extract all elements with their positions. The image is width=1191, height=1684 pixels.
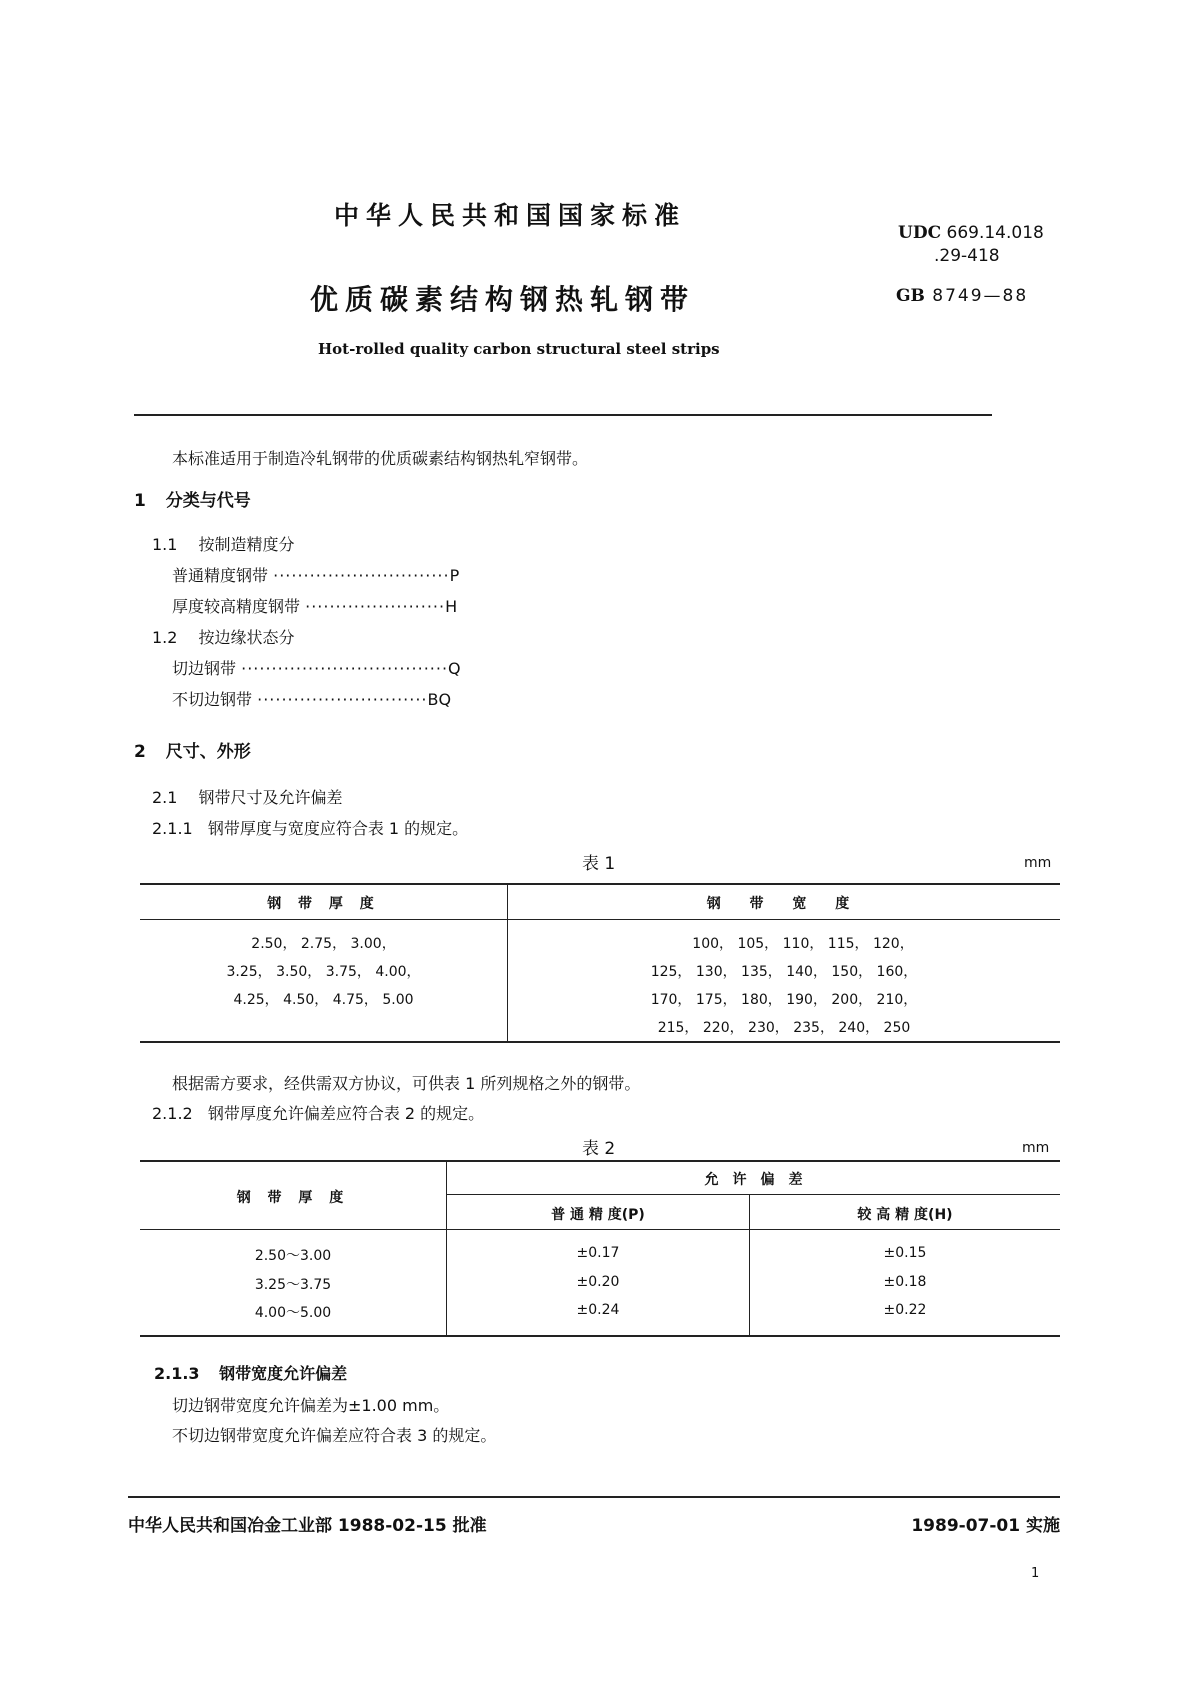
section-number: 2 [134,742,146,762]
intro-paragraph: 本标准适用于制造冷轧钢带的优质碳素结构钢热轧窄钢带。 [172,449,589,468]
subsection-title: 按制造精度分 [198,535,295,554]
section-number: 1 [134,491,146,511]
table2-subheader-rule [447,1194,1060,1195]
table1-top-rule [140,883,1060,885]
table2-thickness: 2.50～3.00 [254,1248,332,1264]
table2-row [140,1245,1060,1265]
table2-h: ±0.18 [883,1274,927,1290]
code-label: 普通精度钢带 [172,566,269,585]
table1-width-row: 215， 220， 230， 235， 240， 250 [657,1020,911,1036]
udc-label: UDC [898,223,942,243]
gb-number: 8749—88 [932,286,1029,306]
english-title: Hot-rolled quality carbon structural steel strips [318,340,720,358]
code-row-p [172,563,459,586]
subsection-number: 1.2 [152,628,178,647]
code-value: BQ [427,690,452,709]
code-label: 切边钢带 [172,659,237,678]
table2-unit: mm [1022,1140,1050,1156]
subsection-number: 2.1.1 [152,819,193,838]
table2-h: ±0.15 [883,1245,927,1261]
subsection-title: 按边缘状态分 [198,628,295,647]
subsection-2-1 [152,785,343,808]
standard-title: 中华人民共和国国家标准 [334,201,687,230]
footer-divider [128,1496,1060,1498]
subsection-text: 钢带厚度允许偏差应符合表 2 的规定。 [207,1104,485,1123]
table2-header-h: 较 高 精 度(H) [857,1207,953,1223]
subsection-title: 钢带宽度允许偏差 [219,1364,348,1383]
table2-h: ±0.22 [883,1302,927,1318]
table2-header-rule [140,1229,1060,1230]
table2-bottom-rule [140,1335,1060,1337]
subsection-2-1-3 [154,1361,347,1384]
table1-header-width: 钢 带 宽 度 [706,896,862,912]
table2-caption: 表 2 [582,1139,616,1159]
code-row-q [172,656,461,679]
section-title: 分类与代号 [165,491,251,511]
s213-line2: 不切边钢带宽度允许偏差应符合表 3 的规定。 [172,1426,497,1445]
table1-caption: 表 1 [582,854,616,874]
subsection-1-1 [152,532,295,555]
table2-top-rule [140,1160,1060,1162]
table1-thickness-row: 2.50， 2.75， 3.00， [251,936,396,952]
table1-width-cell [508,930,1060,1042]
table2-header-p: 普 通 精 度(P) [551,1207,645,1223]
table1-width-row: 100， 105， 110， 115， 120， [692,936,914,952]
table2-row [140,1274,1060,1294]
table2-thickness: 3.25～3.75 [254,1277,332,1293]
table2-header-thickness: 钢 带 厚 度 [236,1190,350,1206]
leader-dots: ····························· [273,566,450,585]
section-1-heading [134,486,251,511]
subsection-text: 钢带厚度与宽度应符合表 1 的规定。 [207,819,469,838]
udc-code [898,223,1044,243]
code-value: H [445,597,458,616]
subsection-number: 2.1.3 [154,1364,200,1383]
subsection-2-1-2 [152,1101,484,1124]
code-row-bq [172,687,451,710]
gb-code [896,286,1028,306]
header-divider [134,414,992,416]
subsection-1-2 [152,625,295,648]
table2-p: ±0.20 [576,1274,620,1290]
code-label: 不切边钢带 [172,690,253,709]
udc-line1: 669.14.018 [946,223,1044,243]
leader-dots: ···························· [257,690,428,709]
table1-width-row: 170， 175， 180， 190， 200， 210， [650,992,918,1008]
table1-width-row: 125， 130， 135， 140， 150， 160， [650,964,918,980]
section-2-heading [134,737,251,762]
table2-thickness: 4.00～5.00 [254,1305,332,1321]
page-number: 1 [1031,1566,1040,1581]
code-row-h [172,594,457,617]
leader-dots: ······················· [305,597,446,616]
gb-label: GB [896,286,925,306]
subsection-title: 钢带尺寸及允许偏差 [198,788,343,807]
table1-thickness-row: 3.25， 3.50， 3.75， 4.00， [226,964,421,980]
table2-row [140,1302,1060,1322]
table1-thickness-cell [140,930,507,1014]
effective-date: 1989-07-01 实施 [911,1516,1060,1536]
document-title: 优质碳素结构钢热轧钢带 [310,283,696,316]
table1-header-rule [140,919,1060,920]
approval-text: 中华人民共和国冶金工业部 1988-02-15 批准 [128,1516,487,1536]
subsection-number: 1.1 [152,535,178,554]
table1-header-thickness: 钢 带 厚 度 [267,896,380,912]
section-title: 尺寸、外形 [165,742,251,762]
code-value: P [449,566,460,585]
subsection-number: 2.1.2 [152,1104,193,1123]
udc-line2: .29-418 [934,246,1000,266]
table1-unit: mm [1024,855,1052,871]
table2-p: ±0.17 [576,1245,620,1261]
code-label: 厚度较高精度钢带 [172,597,301,616]
subsection-number: 2.1 [152,788,178,807]
table2-p: ±0.24 [576,1302,620,1318]
table1-thickness-row: 4.25， 4.50， 4.75， 5.00 [233,992,414,1008]
code-value: Q [448,659,461,678]
leader-dots: ·································· [241,659,449,678]
subsection-2-1-1 [152,816,468,839]
table1-note: 根据需方要求，经供需双方协议，可供表 1 所列规格之外的钢带。 [172,1074,641,1093]
table2-header-tolerance: 允 许 偏 差 [704,1172,803,1188]
s213-line1: 切边钢带宽度允许偏差为±1.00 mm。 [172,1396,450,1415]
